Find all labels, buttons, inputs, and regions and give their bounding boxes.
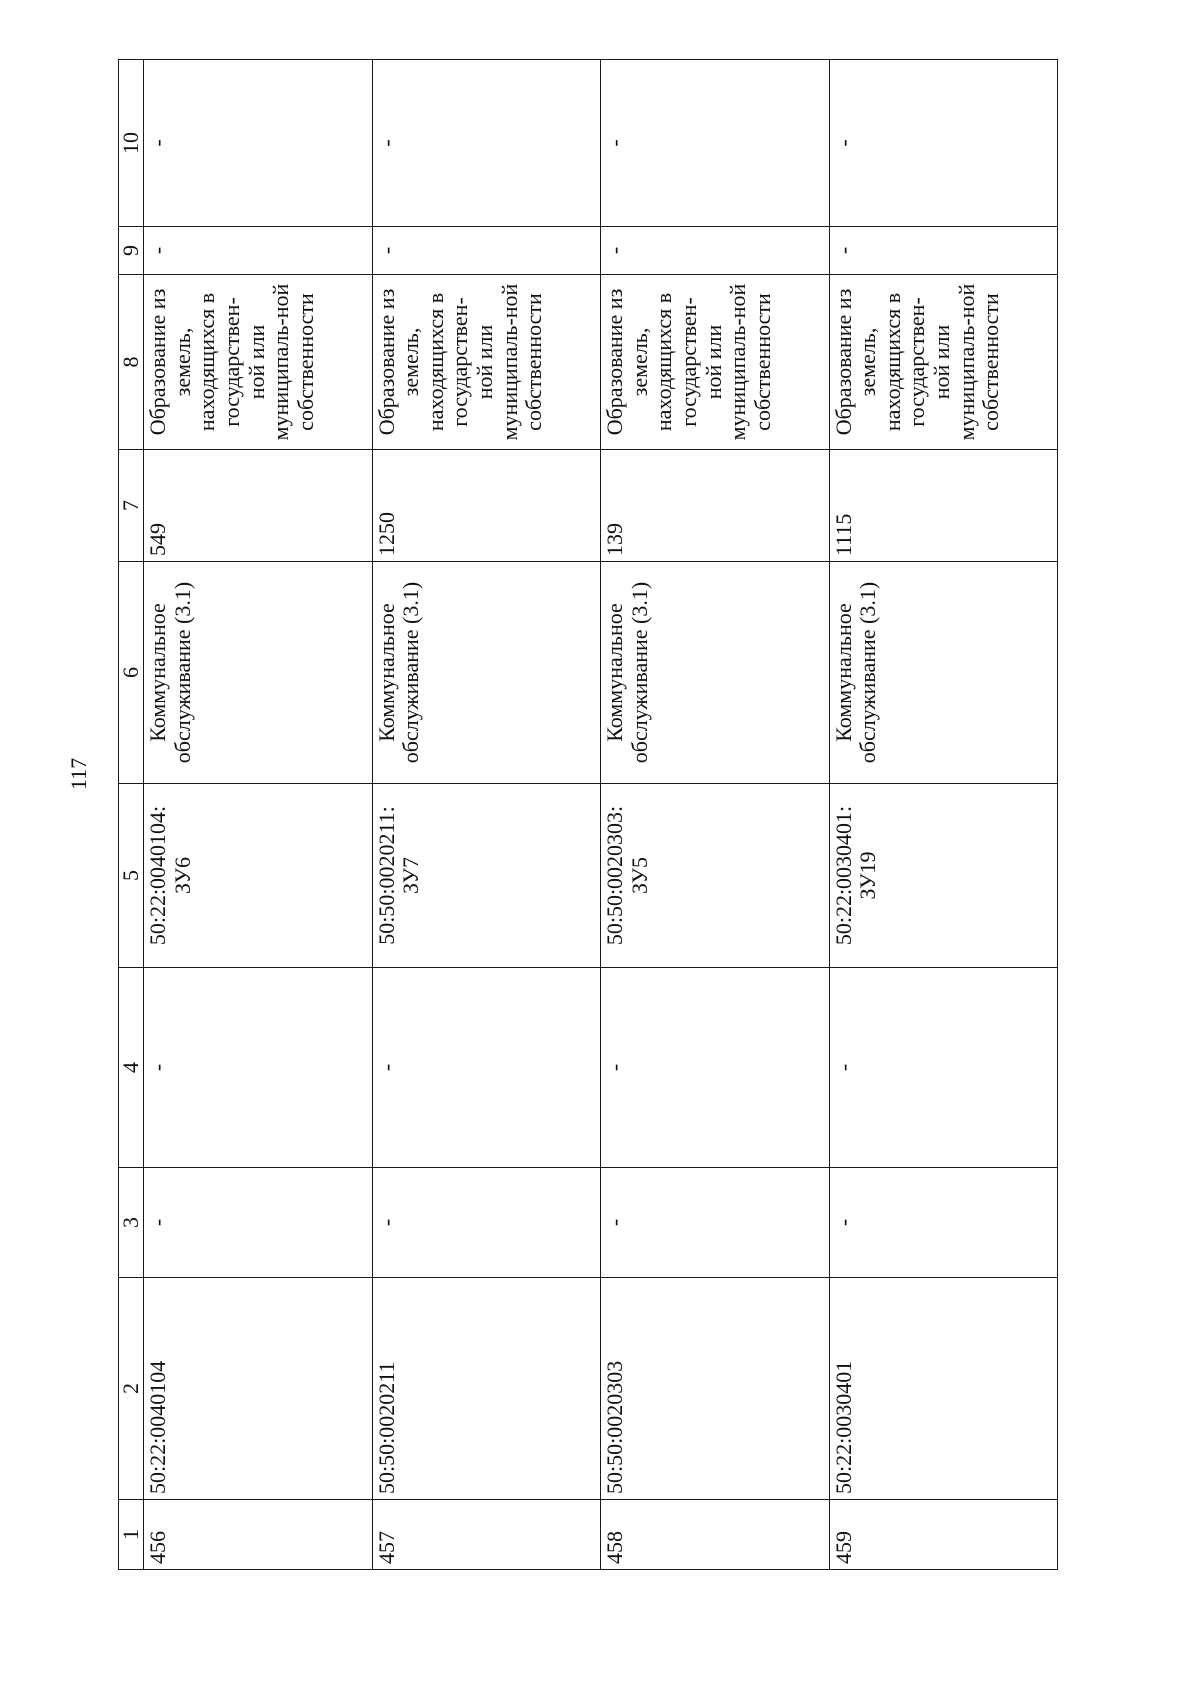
cell-col9: - — [829, 227, 1058, 275]
table-header-row — [119, 60, 144, 1570]
cell-col4: - — [144, 968, 373, 1168]
formation-method: Образование из земель, находящихся в государствен-ной или муниципаль-ной собственности — [372, 275, 601, 450]
plot-area: 549 — [144, 450, 373, 562]
plot-designation: 50:22:0030401: ЗУ19 — [829, 784, 1058, 968]
row-number: 458 — [601, 1500, 830, 1570]
table-row — [372, 60, 601, 1570]
formation-method: Образование из земель, находящихся в государствен-ной или муниципаль-ной собственности — [829, 275, 1058, 450]
table-row — [601, 60, 830, 1570]
page-number: 117 — [66, 757, 91, 790]
permitted-use: Коммунальное обслуживание (3.1) — [144, 562, 373, 784]
cell-col9: - — [144, 227, 373, 275]
column-header: 6 — [119, 562, 144, 784]
table-row — [829, 60, 1058, 1570]
column-header: 7 — [119, 450, 144, 562]
cell-col9: - — [372, 227, 601, 275]
row-number: 459 — [829, 1500, 1058, 1570]
cadastral-block: 50:50:0020303 — [601, 1278, 830, 1500]
cadastral-block: 50:50:0020211 — [372, 1278, 601, 1500]
column-header: 5 — [119, 784, 144, 968]
plot-area: 1250 — [372, 450, 601, 562]
plot-area: 1115 — [829, 450, 1058, 562]
plot-designation: 50:50:0020211: ЗУ7 — [372, 784, 601, 968]
cell-col3: - — [829, 1168, 1058, 1278]
column-header: 4 — [119, 968, 144, 1168]
cell-col3: - — [144, 1168, 373, 1278]
cell-col3: - — [372, 1168, 601, 1278]
cell-col4: - — [601, 968, 830, 1168]
cell-col3: - — [601, 1168, 830, 1278]
column-header: 10 — [119, 60, 144, 227]
cell-col10: - — [144, 60, 373, 227]
table-row — [144, 60, 373, 1570]
cell-col10: - — [372, 60, 601, 227]
plot-area: 139 — [601, 450, 830, 562]
formation-method: Образование из земель, находящихся в государствен-ной или муниципаль-ной собственности — [601, 275, 830, 450]
row-number: 457 — [372, 1500, 601, 1570]
cadastral-block: 50:22:0030401 — [829, 1278, 1058, 1500]
formation-method: Образование из земель, находящихся в государствен-ной или муниципаль-ной собственности — [144, 275, 373, 450]
permitted-use: Коммунальное обслуживание (3.1) — [829, 562, 1058, 784]
land-plots-table — [118, 59, 1058, 1570]
plot-designation: 50:22:0040104: ЗУ6 — [144, 784, 373, 968]
permitted-use: Коммунальное обслуживание (3.1) — [601, 562, 830, 784]
cell-col10: - — [829, 60, 1058, 227]
column-header: 2 — [119, 1278, 144, 1500]
column-header: 3 — [119, 1168, 144, 1278]
cell-col9: - — [601, 227, 830, 275]
column-header: 1 — [119, 1500, 144, 1570]
cell-col4: - — [372, 968, 601, 1168]
cadastral-block: 50:22:0040104 — [144, 1278, 373, 1500]
cell-col10: - — [601, 60, 830, 227]
column-header: 8 — [119, 275, 144, 450]
row-number: 456 — [144, 1500, 373, 1570]
column-header: 9 — [119, 227, 144, 275]
permitted-use: Коммунальное обслуживание (3.1) — [372, 562, 601, 784]
land-plots-table-container — [118, 60, 1058, 1570]
cell-col4: - — [829, 968, 1058, 1168]
plot-designation: 50:50:0020303: ЗУ5 — [601, 784, 830, 968]
